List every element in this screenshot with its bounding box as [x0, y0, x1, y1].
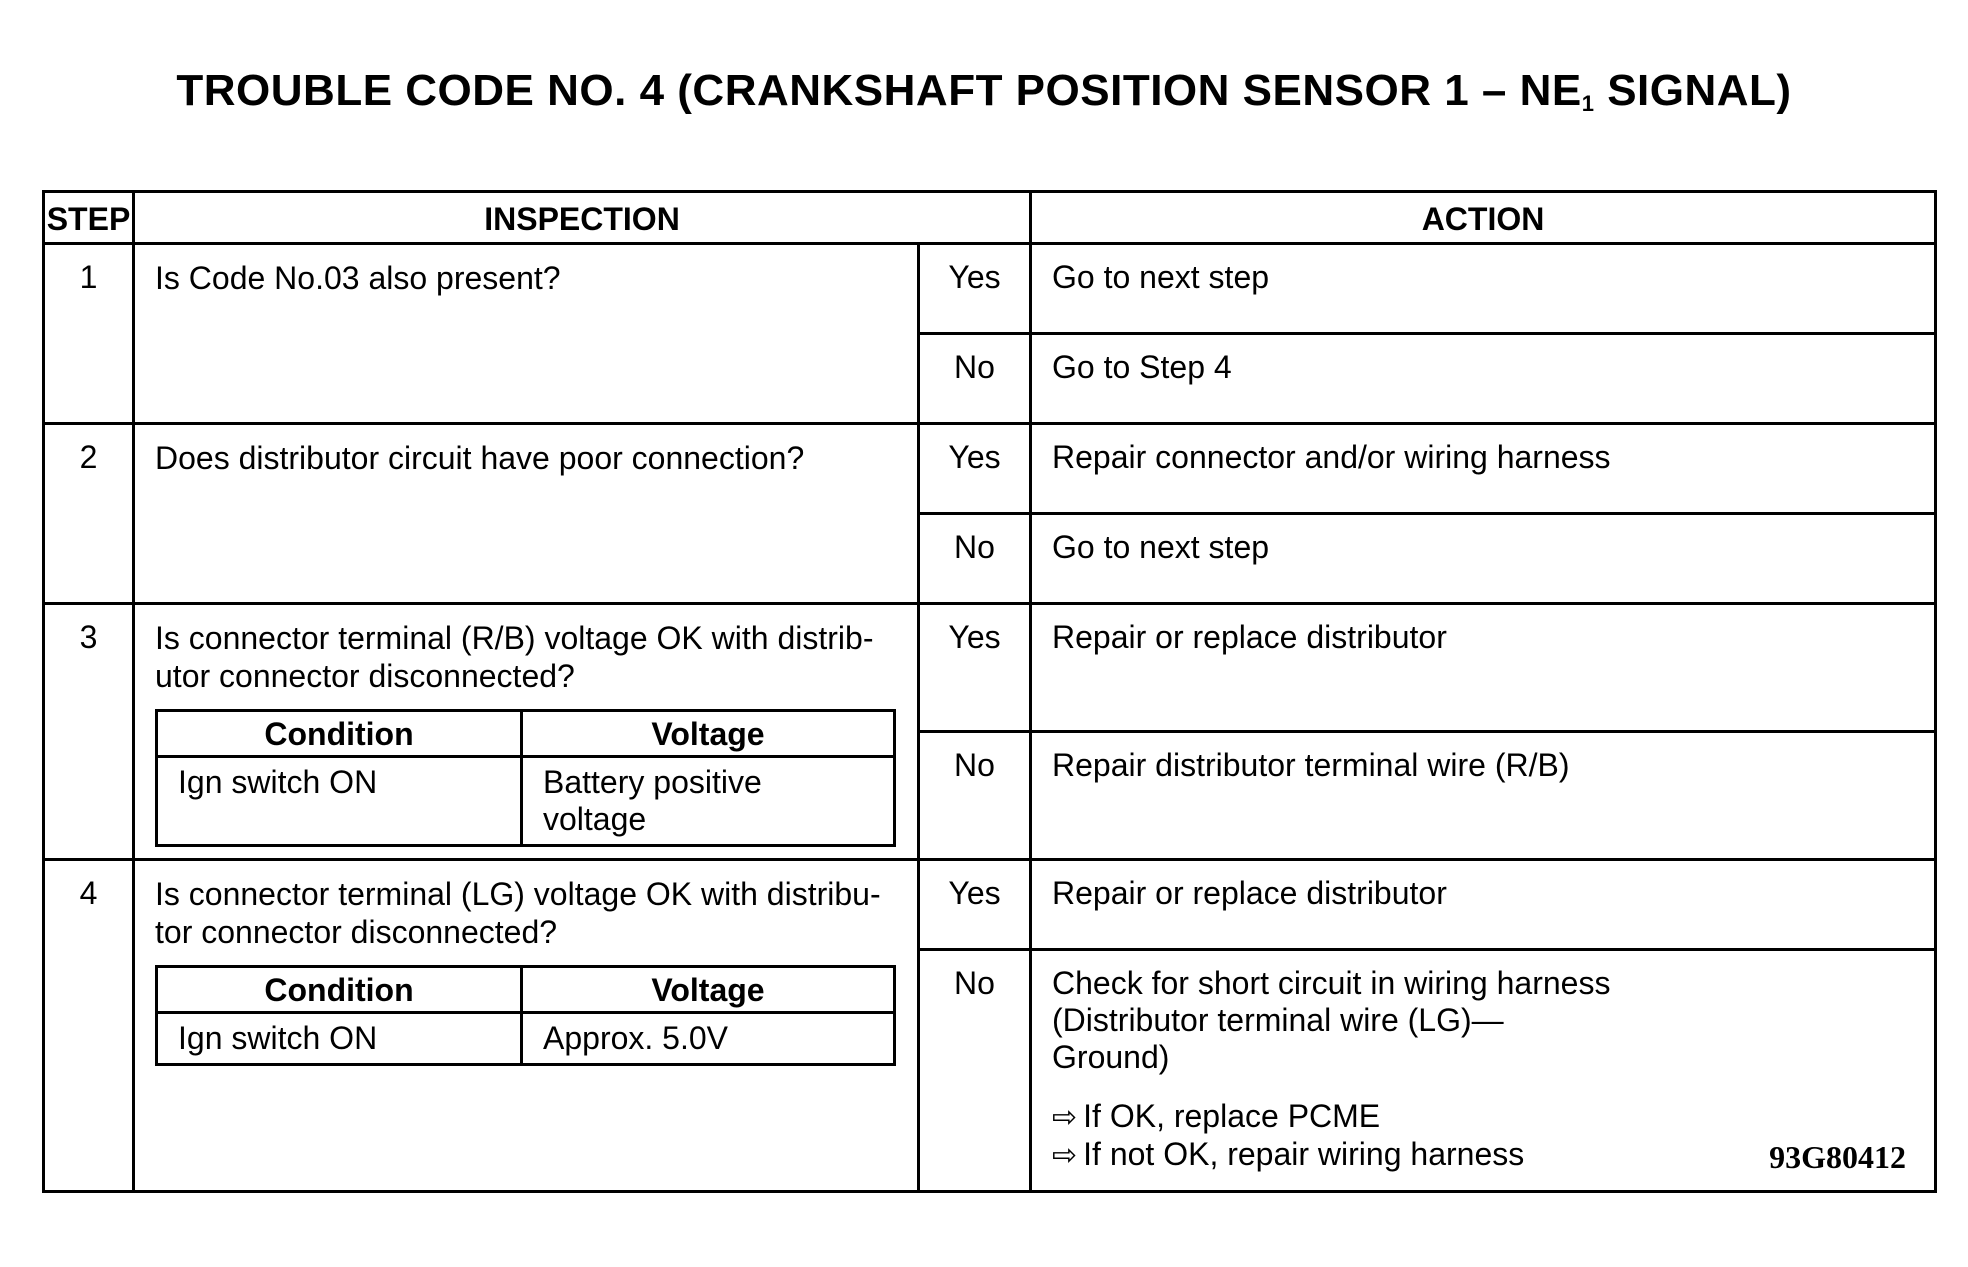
action-yes: Go to next step [1031, 244, 1936, 334]
condition-value: Ign switch ON [157, 1013, 522, 1065]
action-line: Ground) [1052, 1039, 1170, 1075]
inspection-text: Does distributor circuit have poor connection? [134, 424, 919, 604]
step-number: 1 [44, 244, 134, 424]
action-yes: Repair or replace distributor [1031, 860, 1936, 950]
answer-no: No [919, 732, 1031, 860]
voltage-value-line: Battery positive [543, 764, 762, 800]
table-row [44, 424, 1936, 514]
right-arrow-icon: ⇨ [1052, 1139, 1078, 1172]
action-line: (Distributor terminal wire (LG)— [1052, 1002, 1504, 1038]
trouble-code-table [42, 190, 1937, 1193]
table-row [44, 604, 1936, 732]
page-title [0, 66, 1968, 117]
inspection-cell [134, 604, 919, 860]
title-main: TROUBLE CODE NO. 4 (CRANKSHAFT POSITION SENSOR 1 – NE [176, 66, 1582, 115]
action-not-ok-text: If not OK, repair wiring harness [1083, 1136, 1525, 1172]
title-subscript: 1 [1581, 91, 1595, 116]
inspection-line: tor connector disconnected? [155, 914, 558, 950]
condition-table [155, 965, 896, 1066]
answer-yes: Yes [919, 860, 1031, 950]
condition-header: Condition [157, 967, 522, 1013]
voltage-header: Voltage [522, 967, 895, 1013]
step-number: 4 [44, 860, 134, 1192]
answer-no: No [919, 334, 1031, 424]
step-number: 2 [44, 424, 134, 604]
answer-yes: Yes [919, 604, 1031, 732]
voltage-value [522, 757, 895, 846]
action-yes: Repair connector and/or wiring harness [1031, 424, 1936, 514]
condition-header: Condition [157, 711, 522, 757]
inspection-line: Is connector terminal (R/B) voltage OK with distrib- [155, 620, 874, 656]
voltage-value-line: voltage [543, 801, 647, 837]
answer-yes: Yes [919, 424, 1031, 514]
table-row [44, 244, 1936, 334]
header-inspection: INSPECTION [134, 192, 1031, 244]
action-line: Check for short circuit in wiring harness [1052, 965, 1611, 1001]
action-no: Go to Step 4 [1031, 334, 1936, 424]
voltage-header: Voltage [522, 711, 895, 757]
action-no [1031, 950, 1936, 1192]
step-number: 3 [44, 604, 134, 860]
right-arrow-icon: ⇨ [1052, 1101, 1078, 1134]
answer-yes: Yes [919, 244, 1031, 334]
action-ok-text: If OK, replace PCME [1083, 1098, 1381, 1134]
action-yes: Repair or replace distributor [1031, 604, 1936, 732]
condition-table [155, 709, 896, 847]
inspection-text: Is Code No.03 also present? [134, 244, 919, 424]
action-no: Repair distributor terminal wire (R/B) [1031, 732, 1936, 860]
condition-value: Ign switch ON [157, 757, 522, 846]
voltage-value: Approx. 5.0V [522, 1013, 895, 1065]
reference-code: 93G80412 [1769, 1139, 1907, 1175]
action-no: Go to next step [1031, 514, 1936, 604]
answer-no: No [919, 950, 1031, 1192]
header-step: STEP [44, 192, 134, 244]
inspection-cell [134, 860, 919, 1192]
answer-no: No [919, 514, 1031, 604]
table-row [44, 860, 1936, 950]
inspection-line: Is connector terminal (LG) voltage OK with distribu- [155, 876, 881, 912]
header-action: ACTION [1031, 192, 1936, 244]
action-ok-line [1052, 1098, 1914, 1136]
header-row [44, 192, 1936, 244]
title-suffix: SIGNAL) [1594, 66, 1792, 115]
inspection-line: utor connector disconnected? [155, 658, 575, 694]
